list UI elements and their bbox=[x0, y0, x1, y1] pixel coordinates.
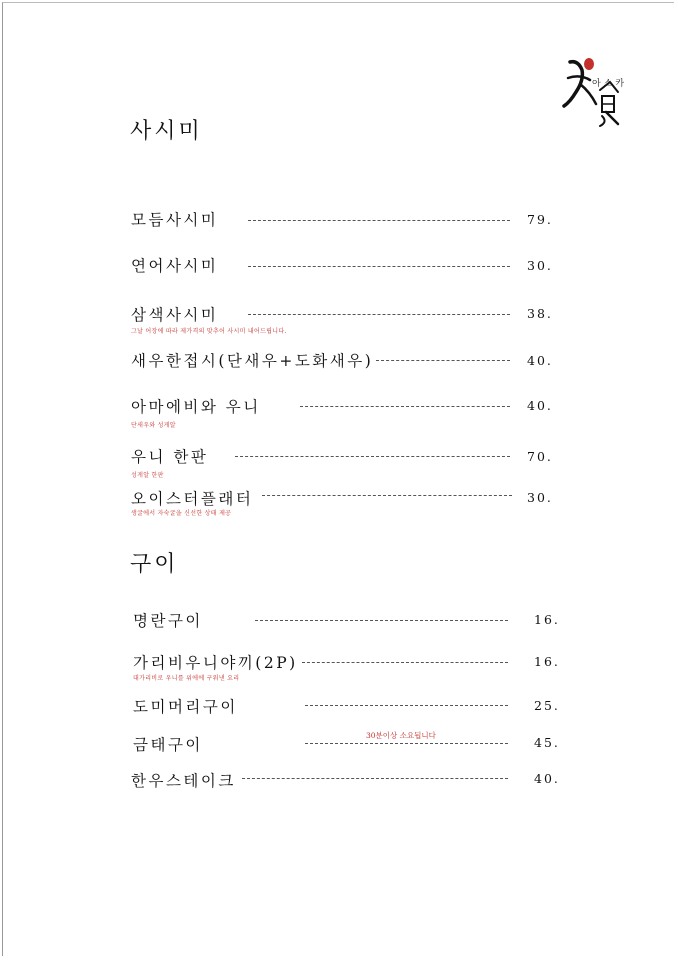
menu-item-price: 40. bbox=[527, 398, 553, 413]
dotted-leader bbox=[235, 456, 510, 457]
menu-item-name: 연어사시미 bbox=[131, 257, 219, 275]
menu-item-name: 모듬사시미 bbox=[131, 211, 219, 229]
menu-item-note: 30분이상 소요됩니다 bbox=[366, 731, 436, 740]
menu-item-name: 가리비우니야끼(2P) bbox=[133, 654, 298, 672]
menu-item-price: 79. bbox=[527, 212, 553, 227]
menu-item-note: 대가리비로 우니를 위에에 구워낸 요리 bbox=[133, 675, 240, 682]
menu-item-name: 삼색사시미 bbox=[131, 306, 219, 324]
dotted-leader bbox=[305, 705, 508, 706]
menu-item-price: 40. bbox=[534, 771, 560, 786]
dotted-leader bbox=[242, 778, 508, 779]
menu-item-name: 금태구이 bbox=[133, 736, 203, 754]
section-title-grill: 구이 bbox=[130, 552, 179, 577]
menu-item-name: 도미머리구이 bbox=[133, 698, 238, 716]
menu-item-price: 40. bbox=[527, 353, 553, 368]
dotted-leader bbox=[248, 266, 510, 267]
menu-item-price: 70. bbox=[527, 449, 553, 464]
menu-item-note: 성게알 한판 bbox=[131, 472, 164, 479]
menu-item-name: 아마에비와 우니 bbox=[131, 398, 261, 416]
dotted-leader bbox=[255, 620, 508, 621]
menu-item-name: 오이스터플래터 bbox=[131, 490, 254, 508]
menu-item-name: 우니 한판 bbox=[131, 448, 209, 466]
dotted-leader bbox=[262, 495, 512, 496]
dotted-leader bbox=[302, 662, 508, 663]
menu-item-name: 명란구이 bbox=[133, 612, 203, 630]
menu-item-note: 그날 어장에 따라 제가격의 맞추어 사시미 내어드립니다. bbox=[131, 328, 287, 335]
menu-item-price: 30. bbox=[527, 258, 553, 273]
dotted-leader bbox=[305, 743, 508, 744]
menu-item-price: 38. bbox=[527, 306, 553, 321]
menu-item-price: 45. bbox=[534, 735, 560, 750]
menu-item-name: 새우한접시(단새우+도화새우) bbox=[131, 352, 374, 370]
dotted-leader bbox=[300, 406, 510, 407]
menu-item-price: 16. bbox=[534, 612, 560, 627]
menu-item-price: 25. bbox=[534, 698, 560, 713]
dotted-leader bbox=[248, 220, 510, 221]
menu-item-name: 한우스테이크 bbox=[131, 772, 236, 790]
menu-item-note: 단새우와 성게알 bbox=[131, 422, 176, 429]
menu-item-price: 30. bbox=[527, 490, 553, 505]
page-border bbox=[2, 2, 674, 956]
section-title-sashimi: 사시미 bbox=[130, 119, 203, 144]
dotted-leader bbox=[376, 360, 510, 361]
menu-item-price: 16. bbox=[534, 654, 560, 669]
menu-item-note: 생굴에서 자숙굴을 신선한 상태 제공 bbox=[131, 510, 232, 517]
logo-subtitle: 아스카 bbox=[592, 79, 628, 89]
dotted-leader bbox=[248, 314, 510, 315]
